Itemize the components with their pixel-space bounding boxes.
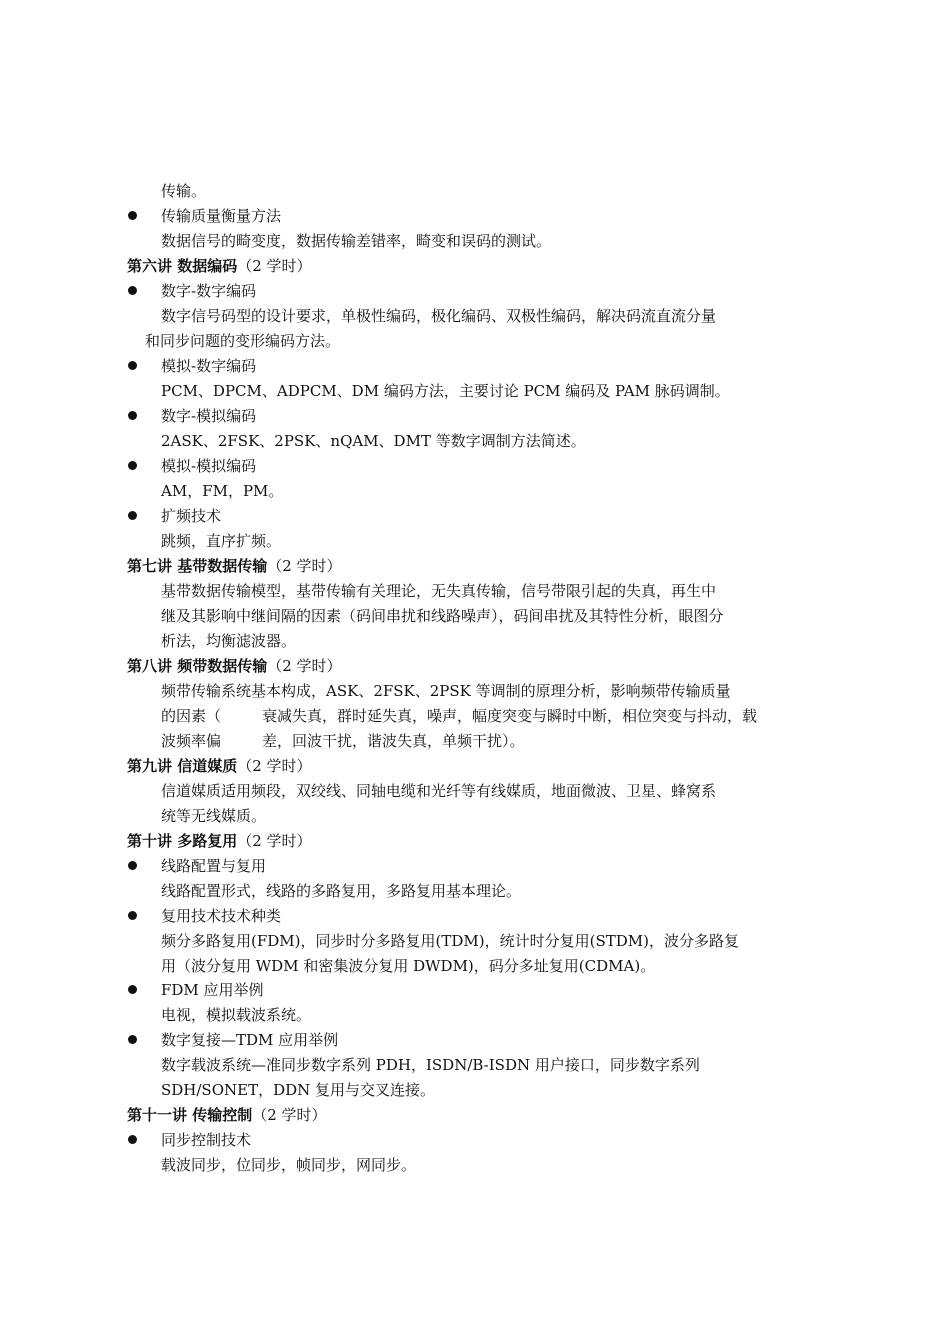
heading-hours: （2 学时） bbox=[252, 1106, 327, 1124]
text-line: 继及其影响中继间隔的因素（码间串扰和线路噪声），码间串扰及其特性分析，眼图分 bbox=[161, 607, 724, 625]
heading-title: 第八讲 频带数据传输 bbox=[127, 657, 268, 675]
text-line: 线路配置形式，线路的多路复用，多路复用基本理论。 bbox=[161, 882, 522, 900]
section-heading-11 bbox=[127, 1105, 327, 1127]
heading-title: 第六讲 数据编码 bbox=[127, 257, 238, 275]
list-item: 模拟-数字编码 bbox=[161, 357, 257, 375]
text-line: 信道媒质适用频段，双绞线、同轴电缆和光纤等有线媒质，地面微波、卫星、蜂窝系 bbox=[161, 782, 717, 800]
heading-hours: （2 学时） bbox=[237, 257, 312, 275]
list-item: 扩频技术 bbox=[161, 507, 222, 525]
text-line: 传输。 bbox=[161, 182, 207, 200]
text-fragment: 衰减失真，群时延失真，噪声，幅度突变与瞬时中断，相位突变与抖动，载 bbox=[262, 707, 758, 725]
list-item: 数字-模拟编码 bbox=[161, 407, 257, 425]
heading-hours: （2 学时） bbox=[267, 657, 342, 675]
heading-title: 第十讲 多路复用 bbox=[127, 832, 238, 850]
text-line: 和同步问题的变形编码方法。 bbox=[145, 332, 341, 350]
bullet-icon bbox=[128, 1035, 137, 1044]
list-item: 数字复接—TDM 应用举例 bbox=[161, 1031, 339, 1049]
section-heading-6 bbox=[127, 256, 312, 278]
text-line: 数字信号码型的设计要求，单极性编码，极化编码、双极性编码，解决码流直流分量 bbox=[161, 307, 717, 325]
list-item: 同步控制技术 bbox=[161, 1131, 252, 1149]
text-line: 2ASK、2FSK、2PSK、nQAM、DMT 等数字调制方法简述。 bbox=[161, 432, 586, 450]
bullet-icon bbox=[128, 1135, 137, 1144]
text-fragment: 波频率偏 bbox=[161, 732, 222, 750]
text-line: 数字载波系统—准同步数字系列 PDH，ISDN/B-ISDN 用户接口，同步数字系列 bbox=[161, 1056, 700, 1074]
text-line: 电视，模拟载波系统。 bbox=[161, 1006, 312, 1024]
bullet-icon bbox=[128, 861, 137, 870]
bullet-icon bbox=[128, 911, 137, 920]
bullet-icon bbox=[128, 361, 137, 370]
bullet-icon bbox=[128, 211, 137, 220]
bullet-icon bbox=[128, 511, 137, 520]
bullet-icon bbox=[128, 985, 137, 994]
heading-hours: （2 学时） bbox=[267, 557, 342, 575]
text-line: 用（波分复用 WDM 和密集波分复用 DWDM)，码分多址复用(CDMA)。 bbox=[161, 957, 656, 975]
list-item: 模拟-模拟编码 bbox=[161, 457, 257, 475]
list-item: 传输质量衡量方法 bbox=[161, 207, 282, 225]
text-fragment: 差，回波干扰，谐波失真，单频干扰）。 bbox=[262, 732, 525, 750]
bullet-icon bbox=[128, 461, 137, 470]
section-heading-10 bbox=[127, 831, 312, 853]
bullet-icon bbox=[128, 286, 137, 295]
heading-hours: （2 学时） bbox=[237, 757, 312, 775]
heading-title: 第七讲 基带数据传输 bbox=[127, 557, 268, 575]
list-item: 数字-数字编码 bbox=[161, 282, 257, 300]
text-line: 基带数据传输模型，基带传输有关理论，无失真传输，信号带限引起的失真，再生中 bbox=[161, 582, 717, 600]
text-line: 频带传输系统基本构成，ASK、2FSK、2PSK 等调制的原理分析，影响频带传输质量 bbox=[161, 682, 731, 700]
section-heading-8 bbox=[127, 656, 342, 678]
text-line: 析法，均衡滤波器。 bbox=[161, 632, 297, 650]
text-line: SDH/SONET，DDN 复用与交叉连接。 bbox=[161, 1081, 436, 1099]
section-heading-9 bbox=[127, 756, 312, 778]
text-line: 跳频，直序扩频。 bbox=[161, 532, 282, 550]
text-line: 数据信号的畸变度，数据传输差错率，畸变和误码的测试。 bbox=[161, 232, 552, 250]
heading-title: 第十一讲 传输控制 bbox=[127, 1106, 253, 1124]
text-line: AM，FM，PM。 bbox=[161, 482, 284, 500]
text-line: PCM、DPCM、ADPCM、DM 编码方法，主要讨论 PCM 编码及 PAM 脉码调制。 bbox=[161, 382, 730, 400]
list-item: FDM 应用举例 bbox=[161, 981, 264, 999]
text-line: 频分多路复用(FDM)，同步时分多路复用(TDM)，统计时分复用(STDM)，波分多路复 bbox=[161, 932, 739, 950]
heading-title: 第九讲 信道媒质 bbox=[127, 757, 238, 775]
bullet-icon bbox=[128, 411, 137, 420]
list-item: 线路配置与复用 bbox=[161, 857, 267, 875]
text-fragment: 的因素（ bbox=[161, 707, 222, 725]
section-heading-7 bbox=[127, 556, 342, 578]
list-item: 复用技术技术种类 bbox=[161, 907, 282, 925]
heading-hours: （2 学时） bbox=[237, 832, 312, 850]
text-line: 统等无线媒质。 bbox=[161, 807, 267, 825]
text-line: 载波同步，位同步，帧同步，网同步。 bbox=[161, 1156, 417, 1174]
